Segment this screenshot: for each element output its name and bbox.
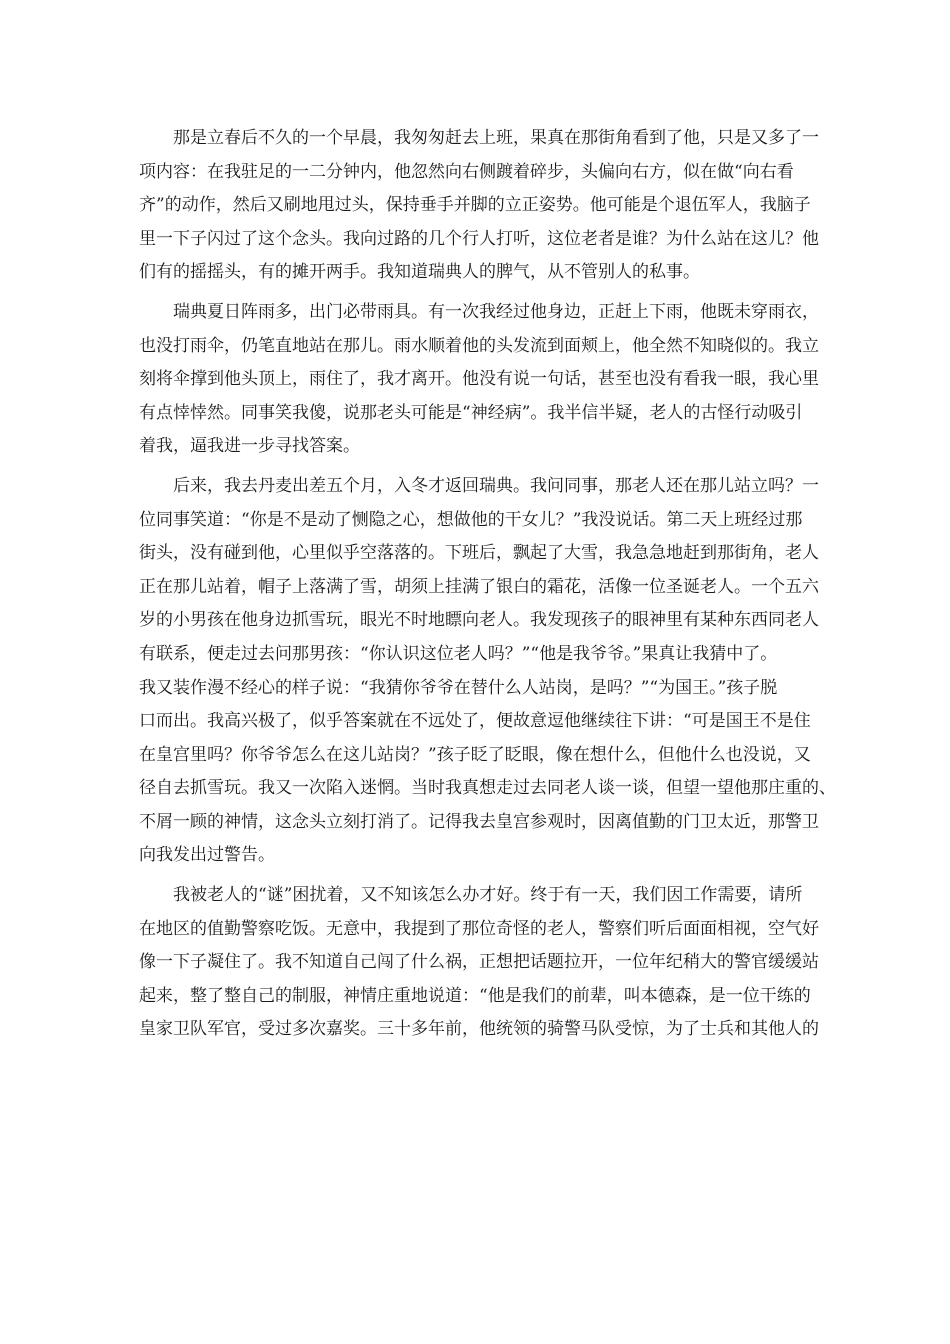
text-line: 径自去抓雪玩。我又一次陷入迷惘。当时我真想走过去同老人谈一谈，但望一望他那庄重的、 <box>139 778 836 799</box>
text-line: 位同事笑道：“你是不是动了恻隐之心，想做他的干女儿？”我没说话。第二天上班经过那 <box>139 509 803 530</box>
text-line: 岁的小男孩在他身边抓雪玩，眼光不时地瞟向老人。我发现孩子的眼神里有某种东西同老人 <box>139 610 819 631</box>
text-line: 后来，我去丹麦出差五个月，入冬才返回瑞典。我问同事，那老人还在那儿站立吗？一 <box>173 475 819 496</box>
paragraph-4 <box>139 879 817 1047</box>
text-line: 口而出。我高兴极了，似乎答案就在不远处了，便故意逗他继续往下讲：“可是国王不是住 <box>139 711 811 732</box>
text-line: 有联系，便走过去问那男孩：“你认识这位老人吗？”“他是我爷爷。”果真让我猜中了。 <box>139 643 778 664</box>
text-line: 项内容：在我驻足的一二分钟内，他忽然向右侧踱着碎步，头偏向右方，似在做“向右看 <box>139 161 794 182</box>
text-line: 那是立春后不久的一个早晨，我匆匆赶去上班，果真在那街角看到了他，只是又多了一 <box>173 128 819 148</box>
text-line: 们有的摇摇头，有的摊开两手。我知道瑞典人的脾气，从不管别人的私事。 <box>139 262 700 283</box>
text-line: 不屑一顾的神情，这念头立刻打消了。记得我去皇宫参观时，因离值勤的门卫太近，那警卫 <box>139 811 819 832</box>
text-line: 在皇宫里吗？你爷爷怎么在这儿站岗？”孩子眨了眨眼，像在想什么，但他什么也没说，又 <box>139 744 811 765</box>
paragraph-2 <box>139 296 817 464</box>
text-line: 刻将伞撑到他头顶上，雨住了，我才离开。他没有说一句话，甚至也没有看我一眼，我心里 <box>139 369 819 390</box>
paragraph-1 <box>139 122 817 290</box>
text-line: 瑞典夏日阵雨多，出门必带雨具。有一次我经过他身边，正赶上下雨，他既未穿雨衣， <box>173 301 819 322</box>
text-line: 里一下子闪过了这个念头。我向过路的几个行人打听，这位老者是谁？为什么站在这儿？他 <box>139 228 819 249</box>
paragraph-3 <box>139 470 836 873</box>
text-line: 着我，逼我进一步寻找答案。 <box>139 436 360 457</box>
text-line: 有点悻悻然。同事笑我傻，说那老头可能是“神经病”。我半信半疑，老人的古怪行动吸引 <box>139 402 803 423</box>
text-line: 街头，没有碰到他，心里似乎空落落的。下班后，飘起了大雪，我急急地赶到那街角，老人 <box>139 543 819 564</box>
text-line: 像一下子凝住了。我不知道自己闯了什么祸，正想把话题拉开，一位年纪稍大的警官缓缓站 <box>139 952 819 973</box>
article-body <box>139 122 836 1047</box>
text-line: 皇家卫队军官，受过多次嘉奖。三十多年前，他统领的骑警马队受惊，为了士兵和其他人的 <box>139 1019 819 1040</box>
text-line: 我被老人的“谜”困扰着，又不知该怎么办才好。终于有一天，我们因工作需要，请所 <box>173 885 803 906</box>
text-line: 起来，整了整自己的制服，神情庄重地说道：“他是我们的前辈，叫本德森，是一位干练的 <box>139 985 811 1006</box>
text-line: 我又装作漫不经心的样子说：“我猜你爷爷在替什么人站岗，是吗？”“为国王。”孩子脱 <box>139 677 778 698</box>
text-line: 在地区的值勤警察吃饭。无意中，我提到了那位奇怪的老人，警察们听后面面相视，空气好 <box>139 918 819 939</box>
text-line: 正在那儿站着，帽子上落满了雪，胡须上挂满了银白的霜花，活像一位圣诞老人。一个五六 <box>139 576 819 597</box>
text-line: 向我发出过警告。 <box>139 845 275 866</box>
text-line: 齐”的动作，然后又刷地甩过头，保持垂手并脚的立正姿势。他可能是个退伍军人，我脑子 <box>139 195 811 216</box>
text-line: 也没打雨伞，仍笔直地站在那儿。雨水顺着他的头发流到面颊上，他全然不知晓似的。我立 <box>139 335 819 356</box>
